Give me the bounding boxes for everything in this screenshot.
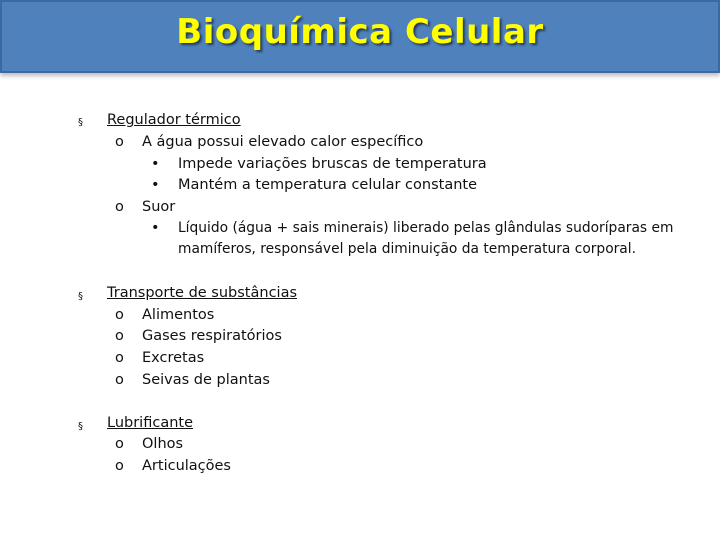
subsub-item-continuation: mamíferos, responsável pela diminuição da temperatura corporal. bbox=[178, 241, 636, 257]
section-marker: § bbox=[78, 291, 83, 302]
subsub-marker: • bbox=[151, 156, 160, 172]
sub-item: Olhos bbox=[142, 436, 184, 452]
sub-marker: o bbox=[115, 199, 124, 215]
sub-item: A água possui elevado calor específico bbox=[142, 134, 424, 150]
sub-marker: o bbox=[115, 458, 124, 474]
section-marker: § bbox=[78, 117, 83, 128]
section-marker: § bbox=[78, 421, 83, 432]
subsub-item: Impede variações bruscas de temperatura bbox=[178, 156, 487, 172]
sub-item: Excretas bbox=[142, 350, 205, 366]
sub-item: Alimentos bbox=[142, 307, 215, 323]
subsub-item: Líquido (água + sais minerais) liberado pelas glândulas sudoríparas em bbox=[178, 220, 674, 236]
subsub-marker: • bbox=[151, 177, 160, 193]
sub-item: Suor bbox=[142, 199, 176, 215]
slide-title: Bioquímica Celular bbox=[176, 12, 544, 52]
sub-marker: o bbox=[115, 134, 124, 150]
sub-item: Articulações bbox=[142, 458, 231, 474]
sub-item: Seivas de plantas bbox=[142, 372, 270, 388]
sub-marker: o bbox=[115, 372, 124, 388]
sub-marker: o bbox=[115, 350, 124, 366]
section-heading-transporte: Transporte de substâncias bbox=[107, 285, 298, 301]
sub-marker: o bbox=[115, 328, 124, 344]
sub-item: Gases respiratórios bbox=[142, 328, 282, 344]
subsub-item: Mantém a temperatura celular constante bbox=[178, 177, 478, 193]
section-heading-lubrificante: Lubrificante bbox=[107, 415, 193, 431]
section-heading-regulador: Regulador térmico bbox=[107, 112, 241, 128]
subsub-marker: • bbox=[151, 220, 160, 236]
sub-marker: o bbox=[115, 436, 124, 452]
sub-marker: o bbox=[115, 307, 124, 323]
